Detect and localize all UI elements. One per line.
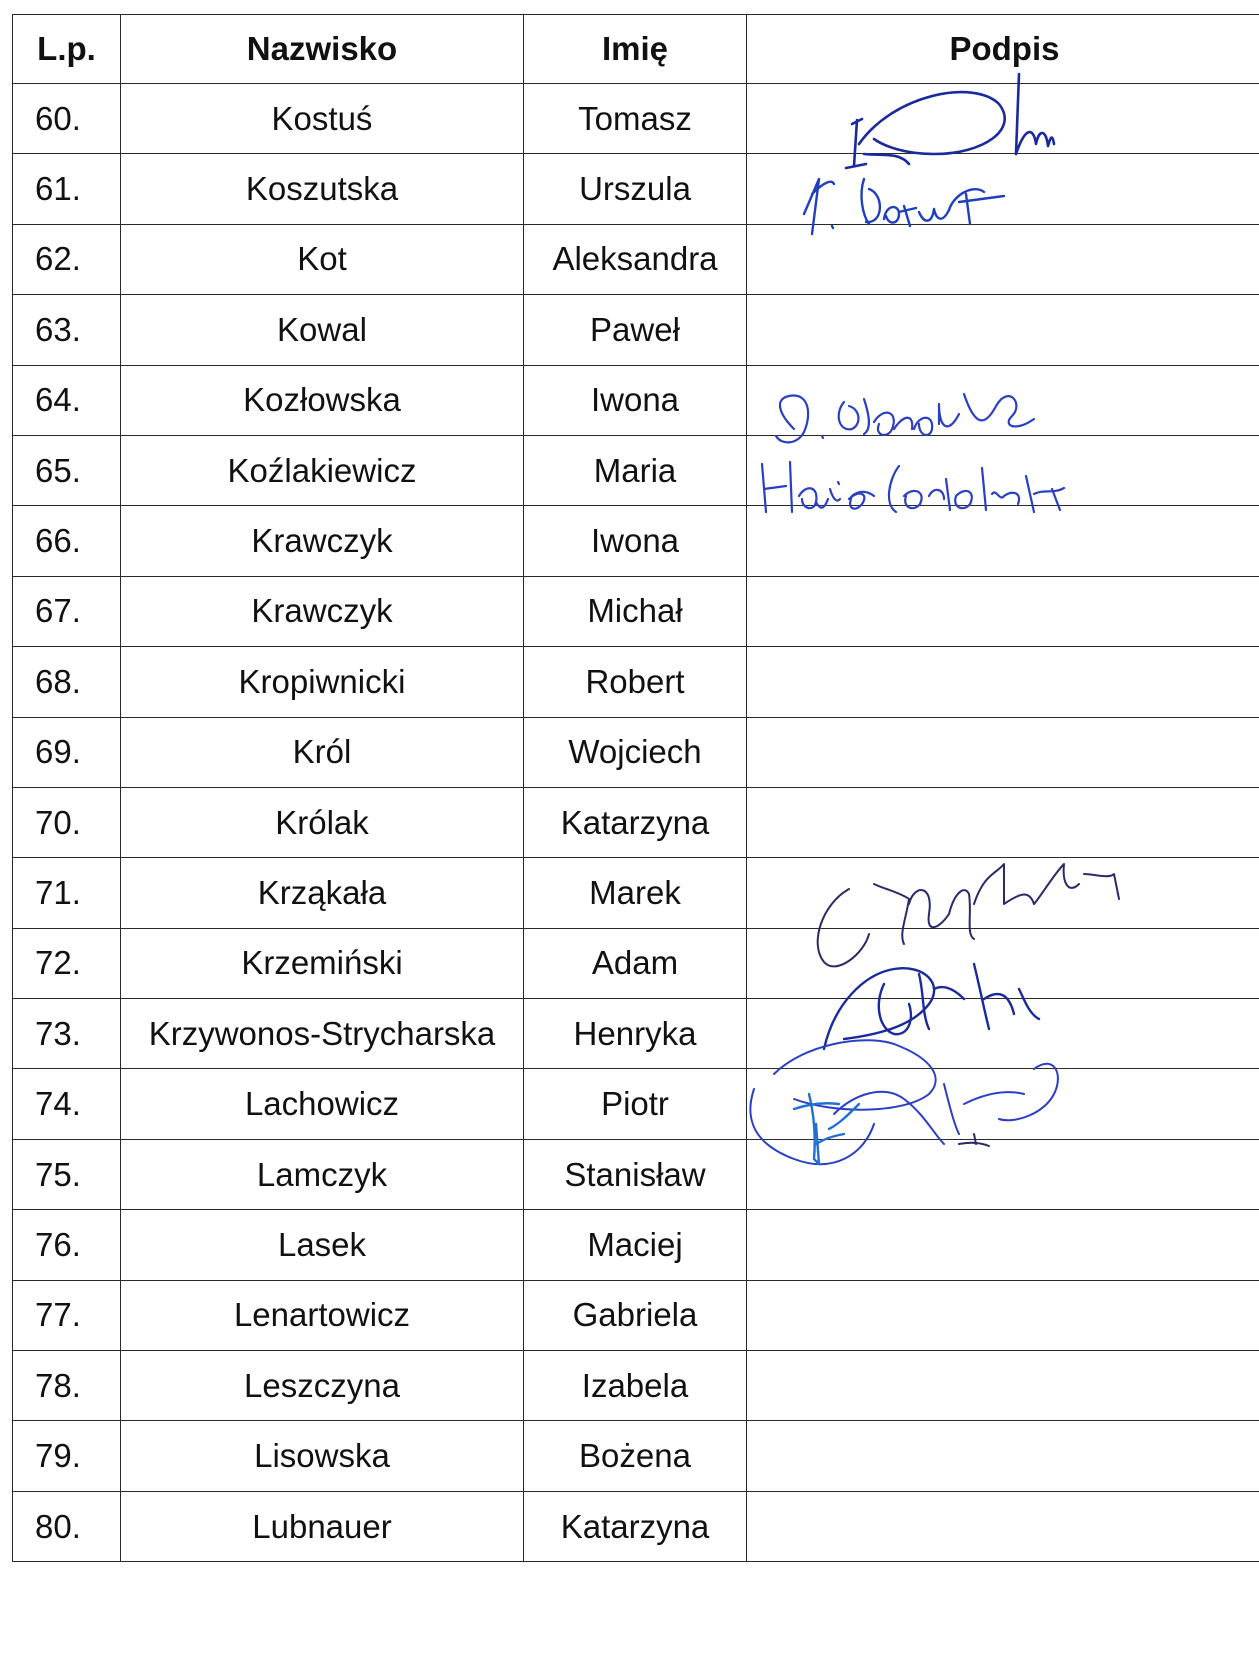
first-name-cell: Robert	[524, 647, 747, 717]
signature-cell	[747, 1491, 1259, 1561]
table-row	[13, 647, 1259, 717]
table-row	[13, 84, 1259, 154]
row-number: 76.	[13, 1210, 121, 1280]
first-name-cell: Iwona	[524, 506, 747, 576]
first-name-cell: Izabela	[524, 1351, 747, 1421]
signature-cell	[747, 506, 1259, 576]
row-number: 62.	[13, 224, 121, 294]
first-name-cell: Iwona	[524, 365, 747, 435]
surname-cell: Lenartowicz	[121, 1280, 524, 1350]
row-number: 77.	[13, 1280, 121, 1350]
row-number: 75.	[13, 1139, 121, 1209]
row-number: 70.	[13, 787, 121, 857]
first-name-cell: Katarzyna	[524, 787, 747, 857]
row-number: 68.	[13, 647, 121, 717]
row-number: 73.	[13, 999, 121, 1069]
row-number: 65.	[13, 435, 121, 505]
table-row	[13, 224, 1259, 294]
row-number: 78.	[13, 1351, 121, 1421]
signature-cell	[747, 154, 1259, 224]
surname-cell: Lamczyk	[121, 1139, 524, 1209]
signature-cell	[747, 1351, 1259, 1421]
first-name-cell: Tomasz	[524, 84, 747, 154]
header-name: Imię	[524, 15, 747, 84]
surname-cell: Krawczyk	[121, 576, 524, 646]
first-name-cell: Stanisław	[524, 1139, 747, 1209]
signature-cell	[747, 224, 1259, 294]
surname-cell: Lisowska	[121, 1421, 524, 1491]
surname-cell: Lasek	[121, 1210, 524, 1280]
signature-cell	[747, 1280, 1259, 1350]
signature-cell	[747, 928, 1259, 998]
signature-cell	[747, 999, 1259, 1069]
table-row	[13, 928, 1259, 998]
signature-cell	[747, 1139, 1259, 1209]
header-signature: Podpis	[747, 15, 1259, 84]
signature-cell	[747, 717, 1259, 787]
table-row	[13, 576, 1259, 646]
surname-cell: Kot	[121, 224, 524, 294]
first-name-cell: Wojciech	[524, 717, 747, 787]
surname-cell: Królak	[121, 787, 524, 857]
signature-cell	[747, 1069, 1259, 1139]
table-row	[13, 1351, 1259, 1421]
surname-cell: Kozłowska	[121, 365, 524, 435]
surname-cell: Kostuś	[121, 84, 524, 154]
row-number: 66.	[13, 506, 121, 576]
attendance-table	[12, 14, 1259, 1562]
signature-cell	[747, 576, 1259, 646]
table-row	[13, 435, 1259, 505]
surname-cell: Lachowicz	[121, 1069, 524, 1139]
row-number: 61.	[13, 154, 121, 224]
table-row	[13, 1491, 1259, 1561]
first-name-cell: Maciej	[524, 1210, 747, 1280]
first-name-cell: Urszula	[524, 154, 747, 224]
row-number: 67.	[13, 576, 121, 646]
first-name-cell: Michał	[524, 576, 747, 646]
first-name-cell: Marek	[524, 858, 747, 928]
table-row	[13, 1421, 1259, 1491]
surname-cell: Krząkała	[121, 858, 524, 928]
row-number: 69.	[13, 717, 121, 787]
header-row	[13, 15, 1259, 84]
table-row	[13, 1139, 1259, 1209]
first-name-cell: Henryka	[524, 999, 747, 1069]
table-body	[13, 84, 1259, 1562]
row-number: 79.	[13, 1421, 121, 1491]
surname-cell: Koszutska	[121, 154, 524, 224]
table-row	[13, 717, 1259, 787]
first-name-cell: Aleksandra	[524, 224, 747, 294]
surname-cell: Lubnauer	[121, 1491, 524, 1561]
surname-cell: Krawczyk	[121, 506, 524, 576]
surname-cell: Kropiwnicki	[121, 647, 524, 717]
surname-cell: Krzywonos-Strycharska	[121, 999, 524, 1069]
table-row	[13, 787, 1259, 857]
signature-cell	[747, 858, 1259, 928]
first-name-cell: Piotr	[524, 1069, 747, 1139]
signature-cell	[747, 1210, 1259, 1280]
header-surname: Nazwisko	[121, 15, 524, 84]
row-number: 63.	[13, 295, 121, 365]
signature-cell	[747, 647, 1259, 717]
first-name-cell: Maria	[524, 435, 747, 505]
table-row	[13, 1069, 1259, 1139]
surname-cell: Król	[121, 717, 524, 787]
table-row	[13, 506, 1259, 576]
table-row	[13, 295, 1259, 365]
signature-cell	[747, 295, 1259, 365]
table-row	[13, 858, 1259, 928]
first-name-cell: Adam	[524, 928, 747, 998]
table-row	[13, 1210, 1259, 1280]
signature-cell	[747, 84, 1259, 154]
row-number: 72.	[13, 928, 121, 998]
row-number: 74.	[13, 1069, 121, 1139]
first-name-cell: Gabriela	[524, 1280, 747, 1350]
row-number: 71.	[13, 858, 121, 928]
surname-cell: Koźlakiewicz	[121, 435, 524, 505]
first-name-cell: Katarzyna	[524, 1491, 747, 1561]
row-number: 80.	[13, 1491, 121, 1561]
header-lp: L.p.	[13, 15, 121, 84]
row-number: 60.	[13, 84, 121, 154]
table-row	[13, 1280, 1259, 1350]
first-name-cell: Bożena	[524, 1421, 747, 1491]
signature-cell	[747, 1421, 1259, 1491]
surname-cell: Leszczyna	[121, 1351, 524, 1421]
signature-cell	[747, 787, 1259, 857]
first-name-cell: Paweł	[524, 295, 747, 365]
signature-cell	[747, 435, 1259, 505]
surname-cell: Krzemiński	[121, 928, 524, 998]
table-row	[13, 999, 1259, 1069]
signature-cell	[747, 365, 1259, 435]
row-number: 64.	[13, 365, 121, 435]
table-row	[13, 154, 1259, 224]
attendance-sheet	[12, 14, 1259, 1666]
table-row	[13, 365, 1259, 435]
surname-cell: Kowal	[121, 295, 524, 365]
